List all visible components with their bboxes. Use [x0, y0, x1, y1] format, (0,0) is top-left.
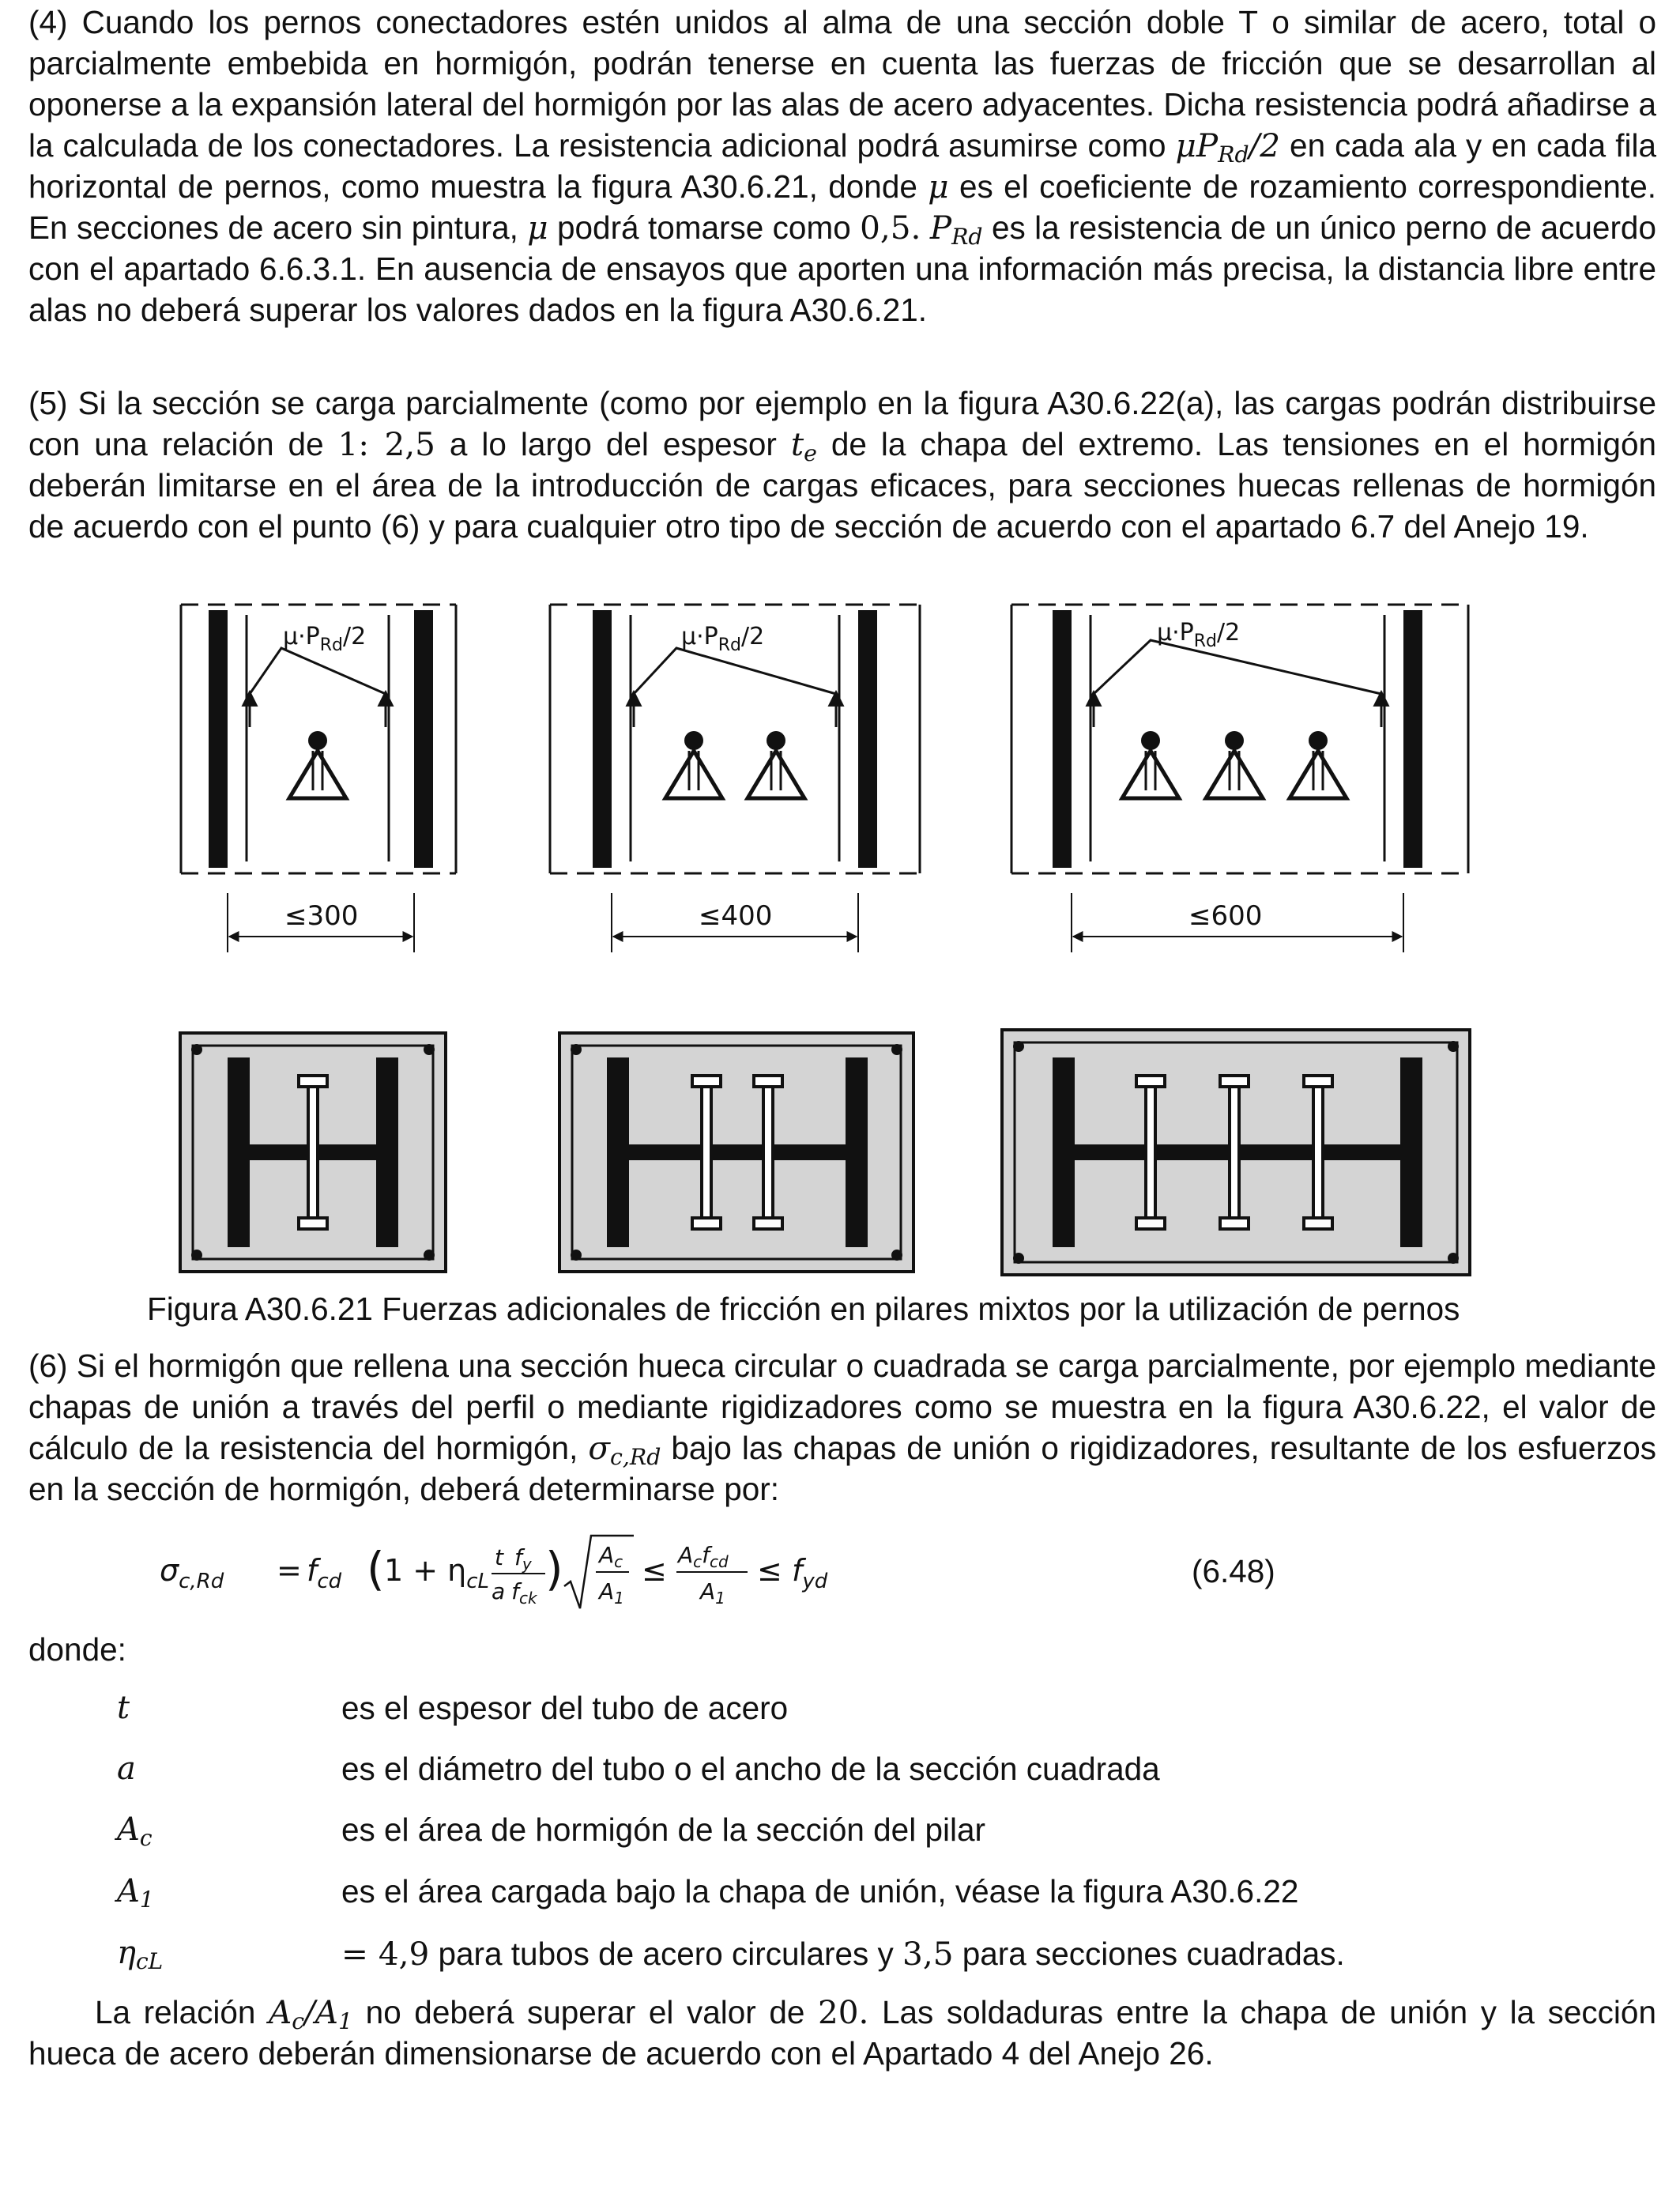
dimension-label: ≤600	[1188, 900, 1263, 932]
eq-a1-denominator: $A_1$	[700, 1578, 725, 1608]
p5-text-1: (5) Si la sección se carga parcialmente (como por ejemplo en la figura A30.6.22(a), las cargas podrán distribuirse con una relación de	[28, 385, 1656, 462]
eq-acfcd: $A_cf_{cd}$	[678, 1542, 729, 1571]
figure-caption: Figura A30.6.21 Fuerzas adicionales de fricción en pilares mixtos por la utilización de pernos	[147, 1291, 1460, 1327]
stud-icon	[1122, 731, 1179, 798]
definition-symbol: $A_c$	[117, 1811, 153, 1851]
paragraph-6	[28, 1345, 1656, 1510]
mu-symbol: μ	[527, 209, 548, 247]
definition-symbol: $A_1$	[117, 1873, 154, 1913]
definition-row	[28, 1811, 1656, 1859]
stud-icon	[1206, 731, 1263, 798]
eq-ac: $A_c$	[599, 1542, 623, 1571]
paragraph-5	[28, 383, 1656, 547]
eq-fyd: $f_{yd}$	[792, 1553, 828, 1593]
eq-le-2: ≤	[757, 1553, 782, 1588]
eq-one-plus-eta: $1 + \eta_{cL}$	[384, 1553, 490, 1593]
stud-icon	[665, 731, 722, 798]
p5-text-3: de la chapa del extremo. Las tensiones en el hormigón deberán limitarse en el área de la introducción de cargas eficaces, para secciones huecas rellenas de hormigón de acuerdo con el punto (6) y para cualquier otro tipo de sección de acuerdo con el apartado 6.7 del Anejo 19.	[28, 426, 1656, 545]
stud-icon	[1290, 731, 1347, 798]
svg-text:μ·PRd/2: $\mu\cdot P_{Rd}/2$	[283, 623, 367, 655]
te-math: $t_e$	[790, 425, 817, 467]
svg-text:μ·PRd/2: $\mu\cdot P_{Rd}/2$	[1157, 619, 1241, 651]
closing-text-3: Las soldaduras entre la chapa de unión y la sección hueca de acero deberán dimensionarse de acuerdo con el Apartado 4 del Anejo 26.	[28, 1994, 1656, 2071]
friction-force-label: μ·P	[283, 623, 320, 650]
eq-a1: $A_1$	[599, 1578, 624, 1608]
closing-paragraph	[28, 1992, 1656, 2074]
mu-value: 0,5.	[860, 209, 921, 247]
p4-text-4: podrá tomarse como	[548, 209, 861, 246]
limit-value: 20.	[817, 1993, 869, 2031]
definition-row	[28, 1935, 1656, 1982]
elevation-panel-1	[181, 605, 456, 952]
mu-symbol: μ	[928, 168, 949, 205]
equation-6-48	[28, 1529, 1656, 1616]
stud-icon	[289, 731, 346, 798]
definition-symbol: t	[117, 1690, 130, 1726]
definition-text: es el área cargada bajo la chapa de unión, véase la figura A30.6.22	[341, 1873, 1299, 1909]
p-rd-math: $P_{Rd}$	[929, 209, 983, 251]
eq-t-fy: t $f_y$	[495, 1544, 532, 1574]
p4-text-5: es la resistencia de un único perno de acuerdo con el apartado 6.6.3.1. En ausencia de ensayos que aporten una información más precisa, la distancia libre entre alas no deberá superar los valores dados en la figura A30.6.21.	[28, 209, 1656, 328]
cross-section-1	[180, 1033, 446, 1272]
definition-text: = 4,9 para tubos de acero circulares y 3,5 para secciones cuadradas.	[341, 1935, 1345, 1973]
definition-row	[28, 1690, 1656, 1737]
p5-text-2: a lo largo del espesor	[435, 426, 791, 462]
definition-row	[28, 1751, 1656, 1798]
eq-le-1: ≤	[642, 1553, 667, 1588]
definition-text: es el espesor del tubo de acero	[341, 1690, 789, 1726]
dimension-label: ≤400	[699, 900, 773, 932]
dimension-label: ≤300	[284, 900, 359, 932]
cross-section-2	[559, 1033, 913, 1272]
definition-symbol: a	[117, 1751, 136, 1787]
p4-text-3: es el coeficiente de rozamiento correspondiente. En secciones de acero sin pintura,	[28, 168, 1656, 246]
eq-fcd: $f_{cd}$	[307, 1553, 342, 1593]
donde-label: donde:	[28, 1631, 126, 1668]
eq-equals: =	[277, 1553, 302, 1588]
friction-force-label: μ·P	[1157, 619, 1194, 647]
elevation-panel-2	[550, 605, 920, 952]
closing-text-2: no deberá superar el valor de	[352, 1994, 818, 2030]
elevation-panel-3	[1011, 605, 1468, 952]
definition-text: es el diámetro del tubo o el ancho de la sección cuadrada	[341, 1751, 1160, 1787]
sigma-c-rd-math: $\sigma_{c,Rd}$	[588, 1429, 661, 1471]
eq-a-fck: a $f_{ck}$	[492, 1578, 537, 1608]
paragraph-4	[28, 2, 1656, 330]
mu-p-rd-math: $\mu P_{Rd}/2$	[1175, 126, 1281, 168]
eq-close-paren: )	[545, 1542, 563, 1596]
p4-text-1: (4) Cuando los pernos conectadores estén unidos al alma de una sección doble T o similar de acero, total o parcialmente embebida en hormigón, podrán tenerse en cuenta las fuerzas de fricción que se desarrollan al oponerse a la expansión lateral del hormigón por las alas de acero adyacentes. Dicha resistencia podrá añadirse a la calculada de los conectadores. La resistencia adicional podrá asumirse como	[28, 4, 1657, 164]
eq-open-paren: (	[367, 1542, 385, 1596]
ac-a1-ratio-math: $A_c/A_1$	[269, 1993, 353, 2035]
definition-text: es el área de hormigón de la sección del pilar	[341, 1811, 985, 1848]
ratio-value: 1: 2,5	[337, 425, 435, 463]
equation-number: (6.48)	[1192, 1553, 1275, 1589]
definition-symbol: $\eta_{cL}$	[117, 1935, 164, 1974]
p6-text-2: bajo las chapas de unión o rigidizadores, resultante de los esfuerzos en la sección de hormigón, deberá determinarse por:	[28, 1430, 1657, 1507]
definition-row	[28, 1873, 1656, 1921]
closing-text-1: La relación	[95, 1994, 269, 2030]
eq-lhs: $\sigma_{c,Rd}$	[160, 1553, 224, 1593]
svg-text:μ·PRd/2: $\mu\cdot P_{Rd}/2$	[681, 623, 765, 655]
figure-a30-6-21	[28, 601, 1656, 1288]
figure-svg	[28, 601, 1656, 1288]
p6-text-1: (6) Si el hormigón que rellena una sección hueca circular o cuadrada se carga parcialmente, por ejemplo mediante chapas de unión a través del perfil o mediante rigidizadores como se muestra en la figura A30.6.22, el valor de cálculo de la resistencia del hormigón,	[28, 1348, 1656, 1466]
friction-force-label: μ·P	[681, 623, 718, 650]
p4-text-2: en cada ala y en cada fila horizontal de pernos, como muestra la figura A30.6.21, donde	[28, 127, 1656, 205]
stud-icon	[748, 731, 804, 798]
cross-section-3	[1002, 1030, 1470, 1275]
